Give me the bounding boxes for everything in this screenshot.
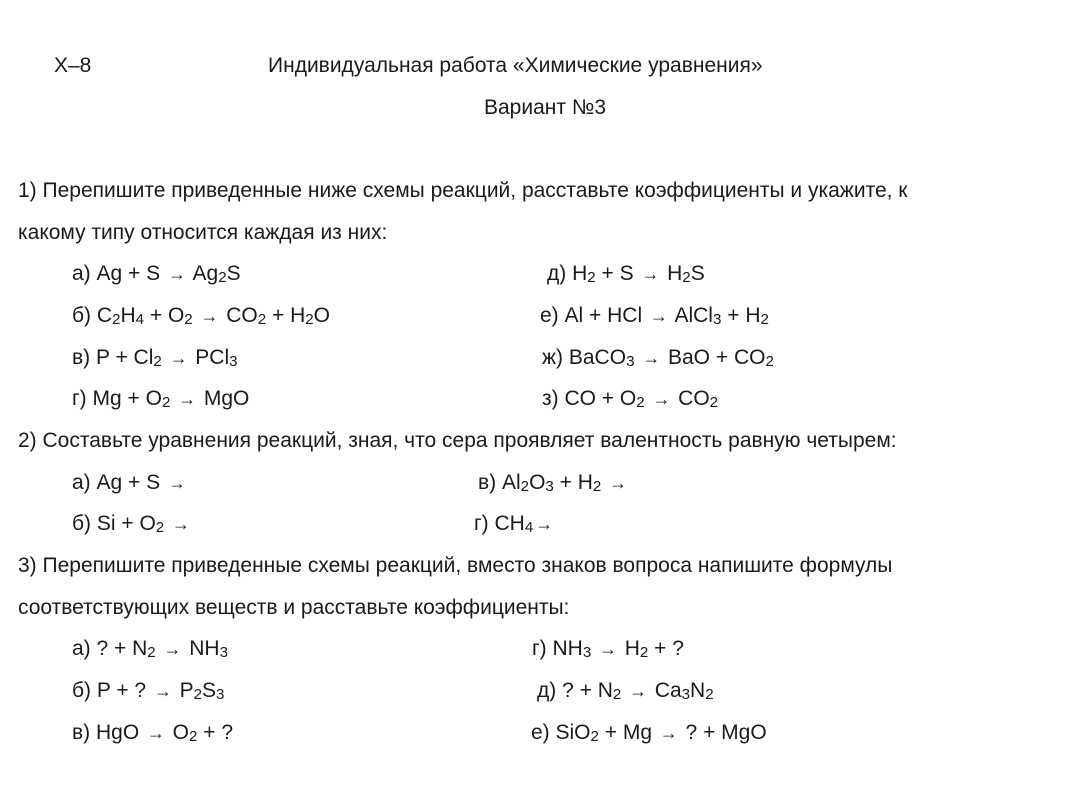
task2-reaction-b: б) $Si + O_2$ → bbox=[72, 512, 190, 536]
task3-reaction-a: а) ? + $N_2 \to NH_3$ bbox=[72, 637, 228, 661]
task1-instruction-line1: 1) Перепишите приведенные ниже схемы реакций, расставьте коэффициенты и укажите, к bbox=[18, 179, 908, 202]
task1-reaction-v: в) $P + Cl_2 \to PCl_3$ bbox=[72, 346, 238, 370]
task1-reaction-d: д) $H_2 + S \to H_2S$ bbox=[547, 262, 705, 286]
task3-reaction-d: д) ? + $N_2 \to Ca_3N_2$ bbox=[537, 679, 714, 703]
task1-reaction-z: з) CO + $O_2 \to CO_2$ bbox=[542, 387, 719, 411]
task1-reaction-zh: ж) BaCO$_3$ → BaO + $CO_2$ bbox=[542, 346, 774, 370]
class-code: Х–8 bbox=[54, 54, 92, 77]
task1-instruction-line2: какому типу относится каждая из них: bbox=[18, 221, 388, 244]
document-title: Индивидуальная работа «Химические уравнения» bbox=[268, 54, 763, 77]
task2-reaction-v: в) $Al_2O_3 + H_2$ → bbox=[478, 471, 628, 495]
task1-reaction-a: а) $Ag + S \to Ag_2S$ bbox=[72, 262, 241, 286]
task1-reaction-e: е) Al + HCl → AlCl$_3$ + $H_2$ bbox=[540, 304, 769, 328]
task1-reaction-b: б) $C_2H_4 + O_2 \to CO_2 + H_2O$ bbox=[72, 304, 330, 328]
task3-reaction-b: б) P + ? → $P_2S_3$ bbox=[72, 679, 225, 703]
task3-reaction-e: е) SiO$_2$ + Mg → ? + MgO bbox=[531, 721, 767, 745]
task2-instruction: 2) Составьте уравнения реакций, зная, что сера проявляет валентность равную четырем: bbox=[18, 429, 897, 452]
variant-label: Вариант №3 bbox=[484, 96, 607, 119]
task3-reaction-g: г) $NH_3 \to H_2$ + ? bbox=[532, 637, 684, 661]
task3-instruction-line1: 3) Перепишите приведенные схемы реакций, вместо знаков вопроса напишите формулы bbox=[18, 554, 893, 577]
task3-reaction-v: в) HgO → $O_2$ + ? bbox=[72, 721, 234, 745]
task1-reaction-g: г) $Mg + O_2$ → MgO bbox=[72, 387, 250, 411]
task2-reaction-a: а) Ag + S → bbox=[72, 471, 186, 494]
task3-instruction-line2: соответствующих веществ и расставьте коэффициенты: bbox=[18, 596, 570, 619]
task2-reaction-g: г) $CH_4$ → bbox=[474, 512, 554, 536]
